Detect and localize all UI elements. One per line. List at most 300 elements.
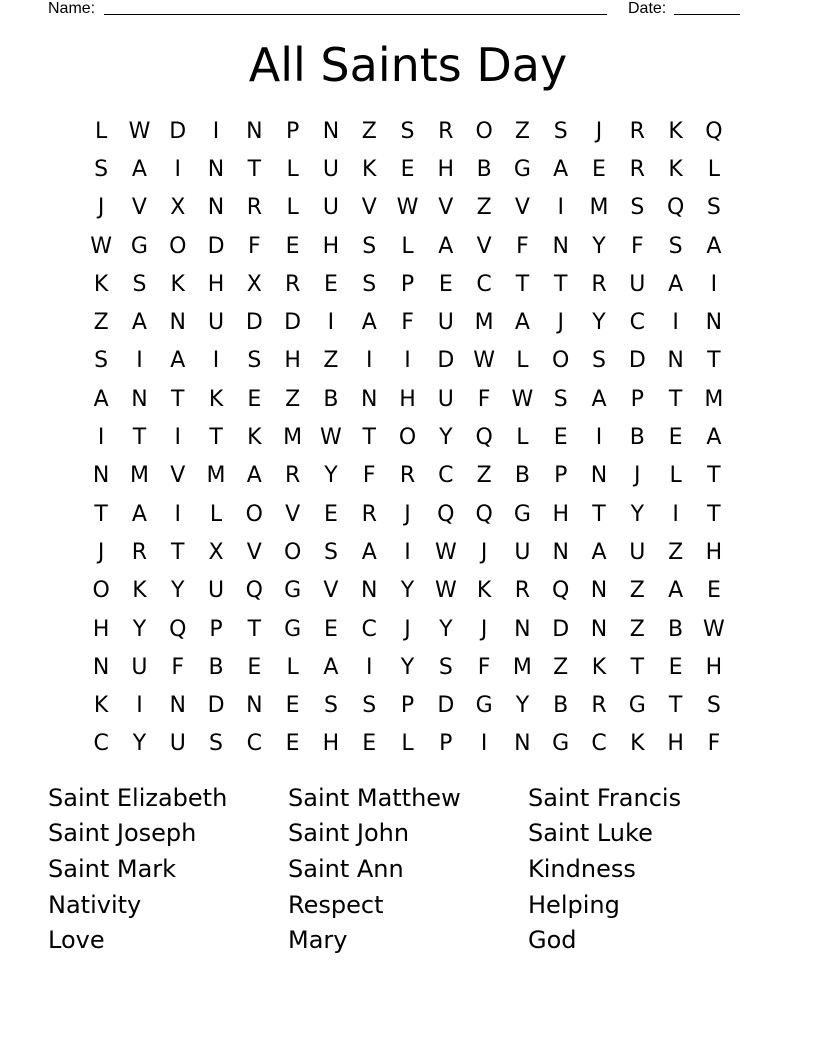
grid-letter: R	[629, 156, 645, 182]
grid-letter: T	[553, 271, 568, 297]
grid-letter: E	[438, 271, 453, 297]
grid-letter: P	[630, 386, 644, 412]
grid-letter: R	[591, 271, 607, 297]
grid-letter: S	[94, 156, 109, 182]
grid-letter: G	[284, 578, 302, 604]
grid-letter: R	[284, 463, 301, 489]
grid-letter: P	[209, 616, 223, 642]
grid-letter: S	[247, 348, 262, 374]
grid-letter: N	[590, 578, 608, 604]
grid-letter: H	[322, 731, 340, 757]
grid-letter: A	[361, 310, 377, 336]
grid-letter: S	[630, 195, 645, 221]
grid-letter: F	[248, 233, 261, 259]
grid-letter: N	[131, 386, 148, 412]
grid-letter: F	[362, 463, 376, 489]
grid-letter: I	[365, 654, 373, 680]
grid-letter: U	[629, 539, 646, 565]
word-list-item: Mary	[288, 926, 348, 955]
grid-letter: S	[553, 386, 568, 412]
grid-letter: Z	[476, 195, 492, 221]
grid-letter: F	[516, 233, 529, 259]
grid-letter: N	[590, 463, 608, 489]
grid-letter: J	[404, 616, 411, 642]
grid-letter: L	[209, 501, 223, 527]
grid-letter: O	[92, 578, 110, 604]
grid-letter: N	[246, 118, 263, 144]
grid-letter: G	[552, 731, 570, 757]
grid-letter: Q	[552, 578, 570, 604]
grid-letter: K	[476, 578, 492, 604]
grid-letter: Z	[285, 386, 301, 412]
word-list-item: Saint Matthew	[288, 783, 461, 812]
grid-letter: N	[552, 233, 569, 259]
grid-letter: V	[323, 578, 339, 604]
grid-letter: D	[169, 118, 187, 144]
grid-letter: S	[362, 233, 377, 259]
grid-letter: E	[668, 425, 683, 451]
grid-letter: W	[434, 578, 457, 604]
grid-letter: N	[667, 348, 684, 374]
grid-letter: S	[553, 118, 568, 144]
grid-letter: W	[434, 539, 457, 565]
grid-letter: Y	[400, 654, 415, 680]
word-list	[48, 780, 768, 958]
grid-letter: Y	[439, 616, 453, 642]
grid-letter: A	[323, 654, 339, 680]
grid-letter: E	[285, 233, 300, 259]
grid-letter: N	[207, 195, 225, 221]
grid-letter: M	[206, 463, 226, 489]
word-list-item: Nativity	[48, 890, 142, 919]
grid-letter: Z	[93, 310, 109, 336]
grid-letter: T	[132, 425, 147, 451]
grid-letter: T	[592, 501, 606, 527]
grid-letter: Q	[169, 616, 187, 642]
grid-letter: E	[323, 271, 338, 297]
word-list-item: Saint John	[288, 819, 410, 848]
grid-letter: C	[246, 731, 263, 757]
grid-letter: T	[707, 463, 721, 489]
grid-letter: K	[93, 271, 109, 297]
grid-letter: J	[97, 195, 105, 221]
grid-letter: B	[514, 463, 530, 489]
grid-letter: C	[93, 731, 109, 757]
grid-letter: U	[322, 195, 339, 221]
grid-letter: T	[668, 693, 683, 719]
grid-letter: L	[401, 731, 414, 757]
grid-letter: E	[668, 654, 683, 680]
grid-letter: D	[284, 310, 302, 336]
grid-letter: B	[208, 654, 224, 680]
grid-letter: K	[132, 578, 147, 604]
grid-letter: E	[400, 156, 415, 182]
grid-letter: R	[438, 118, 454, 144]
grid-letter: T	[668, 386, 683, 412]
grid-letter: A	[668, 578, 684, 604]
grid-letter: N	[246, 693, 263, 719]
grid-letter: R	[514, 578, 531, 604]
grid-letter: Q	[705, 118, 723, 144]
grid-letter: I	[404, 348, 411, 374]
grid-letter: H	[92, 616, 110, 642]
grid-letter: N	[360, 578, 378, 604]
grid-letter: V	[246, 539, 262, 565]
grid-letter: P	[400, 271, 415, 297]
grid-letter: Z	[323, 348, 339, 374]
grid-letter: I	[97, 425, 105, 451]
grid-letter: P	[400, 693, 415, 719]
grid-letter: Q	[475, 425, 493, 451]
grid-letter: N	[705, 310, 723, 336]
grid-letter: S	[94, 348, 109, 374]
worksheet-header	[48, 0, 748, 20]
grid-letter: O	[245, 501, 263, 527]
grid-letter: I	[480, 731, 488, 757]
grid-letter: E	[285, 693, 300, 719]
grid-letter: A	[131, 310, 147, 336]
name-label: Name:	[48, 0, 96, 17]
grid-letter: D	[207, 693, 225, 719]
grid-letter: K	[247, 425, 262, 451]
grid-letter: U	[629, 271, 646, 297]
word-list-item: Saint Francis	[528, 783, 682, 812]
grid-letter: T	[209, 425, 223, 451]
grid-letter: I	[212, 118, 220, 144]
grid-letter: P	[285, 118, 300, 144]
grid-letter: E	[247, 654, 262, 680]
grid-letter: F	[707, 731, 721, 757]
grid-letter: E	[592, 156, 606, 182]
word-list-item: Helping	[528, 890, 620, 919]
grid-letter: Z	[476, 463, 492, 489]
grid-letter: D	[245, 310, 263, 336]
grid-letter: C	[476, 271, 492, 297]
grid-letter: I	[212, 348, 220, 374]
grid-letter: Y	[592, 233, 606, 259]
letter-grid	[82, 112, 733, 763]
grid-letter: A	[706, 425, 722, 451]
grid-letter: I	[174, 425, 181, 451]
grid-letter: V	[514, 195, 530, 221]
grid-letter: Y	[132, 731, 147, 757]
grid-letter: E	[706, 578, 721, 604]
word-list-item: Saint Luke	[528, 819, 653, 848]
grid-letter: J	[97, 539, 105, 565]
grid-letter: S	[132, 271, 147, 297]
word-list-item: Saint Elizabeth	[48, 783, 228, 812]
grid-letter: H	[705, 654, 723, 680]
grid-letter: U	[437, 310, 454, 336]
grid-letter: V	[170, 463, 186, 489]
grid-letter: C	[438, 463, 454, 489]
grid-letter: H	[667, 731, 684, 757]
grid-letter: K	[630, 731, 645, 757]
grid-letter: A	[553, 156, 569, 182]
grid-letter: N	[322, 118, 340, 144]
grid-letter: Y	[171, 578, 185, 604]
grid-letter: B	[476, 156, 492, 182]
grid-letter: N	[169, 310, 186, 336]
grid-letter: K	[170, 271, 185, 297]
word-list-item: Saint Joseph	[48, 819, 197, 848]
grid-letter: L	[401, 233, 414, 259]
grid-letter: U	[514, 539, 531, 565]
grid-letter: V	[361, 195, 377, 221]
grid-letter: A	[93, 386, 109, 412]
grid-letter: W	[511, 386, 534, 412]
grid-letter: L	[516, 348, 529, 374]
grid-letter: Z	[668, 539, 684, 565]
grid-letter: S	[323, 539, 338, 565]
grid-letter: S	[668, 233, 683, 259]
grid-letter: J	[480, 616, 488, 642]
grid-letter: I	[672, 310, 679, 336]
grid-letter: F	[630, 233, 644, 259]
grid-letter: D	[552, 616, 570, 642]
date-label: Date:	[628, 0, 667, 17]
grid-letter: V	[476, 233, 492, 259]
grid-letter: Y	[324, 463, 338, 489]
grid-letter: O	[283, 539, 302, 565]
grid-letter: W	[320, 425, 342, 451]
grid-letter: L	[707, 156, 721, 182]
grid-letter: Z	[629, 616, 645, 642]
grid-letter: E	[323, 616, 338, 642]
grid-letter: J	[480, 539, 488, 565]
grid-letter: F	[477, 654, 491, 680]
grid-letter: U	[131, 654, 148, 680]
grid-letter: S	[362, 693, 377, 719]
grid-letter: N	[590, 616, 608, 642]
grid-letter: C	[629, 310, 645, 336]
grid-letter: X	[208, 539, 224, 565]
grid-letter: Q	[666, 195, 685, 221]
grid-letter: N	[552, 539, 569, 565]
grid-letter: P	[439, 731, 453, 757]
grid-letter: A	[131, 501, 147, 527]
grid-letter: Q	[475, 501, 493, 527]
grid-letter: R	[399, 463, 416, 489]
grid-letter: L	[669, 463, 682, 489]
grid-letter: A	[170, 348, 186, 374]
grid-letter: O	[552, 348, 570, 374]
grid-letter: R	[246, 195, 262, 221]
grid-letter: O	[398, 425, 417, 451]
grid-letter: K	[93, 693, 109, 719]
grid-letter: Y	[515, 693, 530, 719]
grid-letter: M	[283, 425, 303, 451]
grid-letter: M	[512, 654, 532, 680]
grid-letter: A	[591, 386, 607, 412]
grid-letter: T	[362, 425, 376, 451]
grid-letter: N	[360, 386, 378, 412]
grid-letter: Y	[132, 616, 147, 642]
grid-letter: T	[247, 156, 262, 182]
grid-letter: M	[129, 463, 149, 489]
grid-letter: L	[286, 654, 299, 680]
grid-letter: B	[553, 693, 569, 719]
grid-letter: H	[322, 233, 340, 259]
grid-letter: I	[365, 348, 373, 374]
grid-letter: W	[90, 233, 113, 259]
grid-letter: G	[284, 616, 302, 642]
grid-letter: A	[361, 539, 377, 565]
grid-letter: B	[323, 386, 339, 412]
grid-letter: K	[668, 156, 683, 182]
grid-letter: S	[706, 693, 721, 719]
grid-letter: N	[207, 156, 225, 182]
word-list-item: Kindness	[528, 854, 636, 883]
grid-letter: Q	[245, 578, 263, 604]
grid-letter: H	[399, 386, 416, 412]
grid-letter: N	[92, 654, 110, 680]
grid-letter: F	[477, 386, 491, 412]
grid-letter: T	[171, 386, 185, 412]
grid-letter: T	[707, 348, 721, 374]
grid-letter: T	[707, 501, 721, 527]
grid-letter: U	[207, 310, 225, 336]
grid-letter: L	[286, 156, 299, 182]
grid-letter: Z	[553, 654, 569, 680]
grid-letter: E	[247, 386, 262, 412]
grid-letter: U	[169, 731, 186, 757]
grid-letter: F	[171, 654, 185, 680]
grid-letter: E	[553, 425, 568, 451]
word-list-item: Respect	[288, 890, 384, 919]
grid-letter: T	[247, 616, 262, 642]
grid-letter: M	[704, 386, 724, 412]
grid-letter: W	[396, 195, 419, 221]
grid-letter: J	[404, 501, 411, 527]
grid-letter: A	[246, 463, 262, 489]
grid-letter: G	[513, 156, 531, 182]
grid-letter: W	[473, 348, 495, 374]
grid-letter: O	[169, 233, 187, 259]
grid-letter: M	[474, 310, 494, 336]
grid-letter: N	[514, 616, 531, 642]
word-list-item: Love	[48, 926, 105, 955]
grid-letter: C	[591, 731, 607, 757]
grid-letter: S	[323, 693, 338, 719]
grid-letter: M	[589, 195, 609, 221]
grid-letter: Z	[514, 118, 530, 144]
grid-letter: J	[557, 310, 564, 336]
grid-letter: K	[668, 118, 683, 144]
grid-letter: P	[554, 463, 568, 489]
grid-letter: E	[362, 731, 377, 757]
grid-letter: L	[286, 195, 299, 221]
grid-letter: Z	[629, 578, 645, 604]
page-title: All Saints Day	[248, 38, 568, 92]
grid-letter: I	[404, 539, 411, 565]
grid-letter: R	[131, 539, 148, 565]
grid-letter: O	[475, 118, 493, 144]
grid-letter: Z	[361, 118, 377, 144]
grid-letter: X	[170, 195, 186, 221]
grid-letter: S	[400, 118, 415, 144]
grid-letter: A	[514, 310, 530, 336]
grid-letter: B	[629, 425, 645, 451]
grid-letter: H	[552, 501, 569, 527]
grid-letter: S	[592, 348, 606, 374]
grid-letter: T	[515, 271, 530, 297]
grid-letter: K	[591, 654, 607, 680]
grid-letter: R	[284, 271, 301, 297]
grid-letter: I	[327, 310, 335, 336]
grid-letter: C	[361, 616, 377, 642]
grid-letter: S	[706, 195, 721, 221]
word-list-item: God	[528, 926, 577, 955]
grid-letter: I	[136, 348, 143, 374]
grid-letter: Y	[630, 501, 645, 527]
grid-letter: W	[128, 118, 151, 144]
grid-letter: N	[169, 693, 186, 719]
grid-letter: H	[437, 156, 455, 182]
name-blank-line	[104, 14, 607, 15]
grid-letter: A	[131, 156, 147, 182]
grid-letter: U	[207, 578, 225, 604]
grid-letter: Y	[439, 425, 453, 451]
grid-letter: I	[710, 271, 718, 297]
grid-letter: A	[591, 539, 607, 565]
grid-letter: E	[323, 501, 338, 527]
grid-letter: A	[706, 233, 722, 259]
grid-letter: V	[285, 501, 301, 527]
grid-letter: T	[171, 539, 185, 565]
grid-letter: V	[131, 195, 147, 221]
grid-letter: T	[630, 654, 645, 680]
grid-letter: Y	[400, 578, 415, 604]
grid-letter: I	[595, 425, 603, 451]
grid-letter: H	[284, 348, 301, 374]
grid-letter: E	[285, 731, 300, 757]
grid-letter: W	[703, 616, 725, 642]
grid-letter: I	[672, 501, 679, 527]
grid-letter: D	[437, 693, 455, 719]
grid-letter: S	[438, 654, 453, 680]
grid-letter: R	[361, 501, 377, 527]
grid-letter: K	[208, 386, 224, 412]
grid-letter: Y	[592, 310, 606, 336]
grid-letter: F	[401, 310, 414, 336]
grid-letter: I	[136, 693, 143, 719]
grid-letter: G	[628, 693, 646, 719]
grid-letter: L	[516, 425, 529, 451]
grid-letter: S	[362, 271, 377, 297]
word-list-item: Saint Mark	[48, 854, 177, 883]
grid-letter: G	[513, 501, 531, 527]
grid-letter: S	[209, 731, 224, 757]
grid-letter: U	[322, 156, 339, 182]
grid-letter: X	[246, 271, 262, 297]
grid-letter: I	[174, 156, 181, 182]
grid-letter: H	[207, 271, 225, 297]
grid-letter: N	[514, 731, 531, 757]
grid-letter: K	[362, 156, 377, 182]
word-list-item: Saint Ann	[288, 854, 404, 883]
grid-letter: H	[705, 539, 723, 565]
grid-letter: A	[668, 271, 684, 297]
grid-letter: J	[595, 118, 603, 144]
grid-letter: Q	[437, 501, 455, 527]
grid-letter: I	[174, 501, 181, 527]
grid-letter: R	[629, 118, 645, 144]
grid-letter: D	[437, 348, 455, 374]
grid-letter: G	[475, 693, 493, 719]
grid-letter: N	[92, 463, 110, 489]
grid-letter: G	[130, 233, 148, 259]
